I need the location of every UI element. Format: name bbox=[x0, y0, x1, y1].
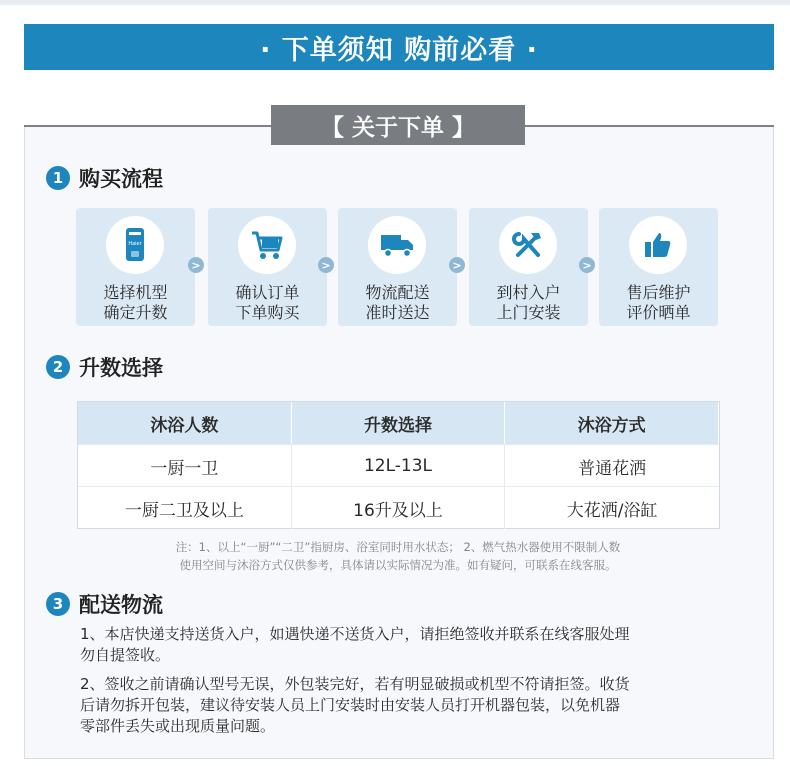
section-title: 升数选择 bbox=[79, 356, 163, 380]
step-confirm-order bbox=[208, 208, 327, 326]
step-logistics bbox=[338, 208, 457, 326]
step-label-line2: 确定升数 bbox=[103, 303, 168, 322]
table-header-cell: 沐浴人数 bbox=[78, 402, 292, 444]
step-label-line2: 上门安装 bbox=[496, 303, 561, 322]
capacity-table bbox=[77, 401, 720, 529]
section-capacity-header bbox=[46, 352, 163, 382]
step-label-line2: 下单购买 bbox=[235, 303, 300, 322]
table-cell: 一厨二卫及以上 bbox=[78, 487, 292, 529]
section-number-badge: 1 bbox=[46, 166, 70, 190]
step-label-line1: 到村入户 bbox=[496, 283, 561, 302]
water-heater-icon bbox=[120, 227, 150, 263]
step-arrow-icon: > bbox=[188, 257, 204, 273]
table-cell: 大花洒/浴缸 bbox=[566, 500, 658, 521]
step-label-line1: 物流配送 bbox=[365, 283, 430, 302]
top-divider bbox=[0, 0, 790, 5]
table-header-row bbox=[78, 402, 719, 444]
table-row bbox=[78, 444, 719, 487]
table-cell: 12L-13L bbox=[292, 445, 506, 487]
step-label-line1: 选择机型 bbox=[103, 283, 168, 302]
step-icon-circle bbox=[106, 216, 164, 274]
delivery-paragraph-1 bbox=[80, 624, 700, 666]
capacity-note-line2: 使用空间与沐浴方式仅供参考，具体请以实际情况为准。如有疑问，可联系在线客服。 bbox=[179, 558, 617, 572]
table-cell: 普通花洒 bbox=[578, 458, 647, 479]
page-banner bbox=[24, 24, 774, 70]
shopping-cart-icon bbox=[250, 229, 284, 261]
tools-icon bbox=[512, 229, 544, 261]
step-icon-circle bbox=[629, 216, 687, 274]
thumbs-up-icon bbox=[643, 230, 673, 260]
svg-text:Haier: Haier bbox=[128, 241, 142, 247]
section-tab bbox=[271, 105, 525, 145]
section-number-badge: 2 bbox=[46, 355, 70, 379]
section-title: 配送物流 bbox=[79, 593, 163, 617]
table-header-cell: 沐浴方式 bbox=[505, 402, 719, 444]
section-tab-label: 【 关于下单 】 bbox=[320, 114, 475, 141]
section-purchase-flow-header bbox=[46, 163, 163, 193]
step-arrow-icon: > bbox=[579, 257, 595, 273]
table-header-cell: 升数选择 bbox=[292, 402, 506, 444]
paragraph-line: 2、签收之前请确认型号无误，外包装完好，若有明显破损或机型不符请拒签。收货 bbox=[80, 675, 630, 693]
purchase-steps bbox=[76, 208, 720, 326]
paragraph-line: 后请勿拆开包装，建议待安装人员上门安装时由安装人员打开机器包装，以免机器 bbox=[80, 696, 621, 714]
paragraph-line: 1、本店快递支持送货入户，如遇快递不送货入户，请拒绝签收并联系在线客服处理 bbox=[80, 625, 630, 643]
step-icon-circle bbox=[499, 216, 557, 274]
banner-title: · 下单须知 购前必看 · bbox=[260, 34, 538, 66]
delivery-paragraph-2 bbox=[80, 674, 700, 737]
step-label-line1: 确认订单 bbox=[235, 283, 300, 302]
capacity-note-line1: 注：1、以上“一厨”“二卫”指厨房、浴室同时用水状态； 2、燃气热水器使用不限制人数 bbox=[175, 540, 621, 554]
step-icon-circle bbox=[238, 216, 296, 274]
paragraph-line: 勿自提签收。 bbox=[80, 646, 171, 664]
table-cell: 16升及以上 bbox=[292, 487, 506, 529]
step-select-model bbox=[76, 208, 195, 326]
step-arrow-icon: > bbox=[449, 257, 465, 273]
step-after-sales bbox=[599, 208, 718, 326]
table-cell: 一厨一卫 bbox=[78, 445, 292, 487]
step-installation bbox=[469, 208, 588, 326]
step-arrow-icon: > bbox=[318, 257, 334, 273]
paragraph-line: 零部件丢失或出现质量问题。 bbox=[80, 717, 276, 735]
section-number-badge: 3 bbox=[46, 592, 70, 616]
section-delivery-header bbox=[46, 589, 163, 619]
section-title: 购买流程 bbox=[79, 167, 163, 191]
step-label-line2: 准时送达 bbox=[365, 303, 430, 322]
table-row bbox=[78, 486, 719, 529]
step-label-line2: 评价晒单 bbox=[626, 303, 691, 322]
delivery-truck-icon bbox=[380, 232, 414, 258]
step-icon-circle bbox=[368, 216, 426, 274]
step-label-line1: 售后维护 bbox=[626, 283, 691, 302]
